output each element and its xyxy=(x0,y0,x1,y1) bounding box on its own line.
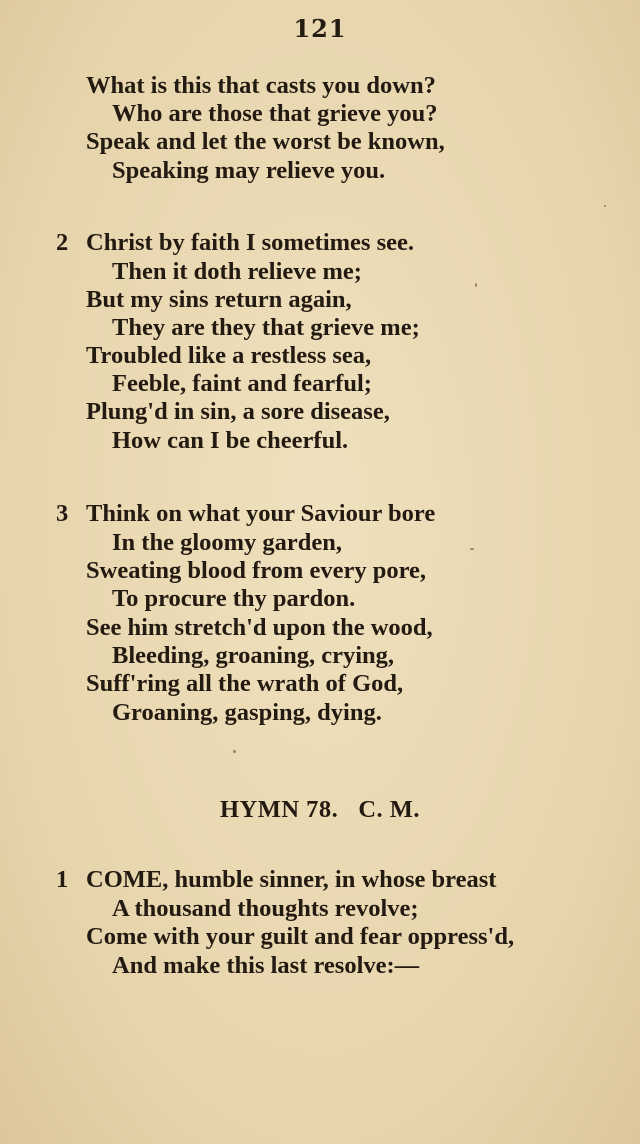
verse-line: And make this last resolve:— xyxy=(112,952,420,979)
stanza-number: 1 xyxy=(56,866,69,893)
verse-line: COME, humble sinner, in whose breast xyxy=(86,866,497,893)
verse-line: In the gloomy garden, xyxy=(112,529,343,556)
verse-line: See him stretch'd upon the wood, xyxy=(86,614,433,641)
verse-line: Groaning, gasping, dying. xyxy=(112,699,382,726)
page-number: 121 xyxy=(293,14,347,43)
verse-line: They are they that grieve me; xyxy=(112,314,420,341)
verse-line: To procure thy pardon. xyxy=(112,585,356,612)
verse-line: Then it doth relieve me; xyxy=(112,258,362,285)
verse-line: Suff'ring all the wrath of God, xyxy=(86,670,404,697)
hymn-title: HYMN 78. xyxy=(219,796,339,823)
verse-line: Who are those that grieve you? xyxy=(112,100,438,127)
hymn-meter: C. M. xyxy=(358,796,421,823)
stanza-number: 3 xyxy=(56,500,69,527)
verse-line: A thousand thoughts revolve; xyxy=(112,895,419,922)
verse-line: What is this that casts you down? xyxy=(86,72,436,99)
verse-line: Feeble, faint and fearful; xyxy=(112,370,372,397)
paper-speck xyxy=(604,205,606,207)
verse-line: Sweating blood from every pore, xyxy=(86,557,427,584)
verse-line: Troubled like a restless sea, xyxy=(86,342,372,369)
verse-line: Think on what your Saviour bore xyxy=(86,500,436,527)
verse-line: How can I be cheerful. xyxy=(112,427,349,454)
verse-line: Speak and let the worst be known, xyxy=(86,128,445,155)
verse-line: But my sins return again, xyxy=(86,286,352,313)
paper-speck xyxy=(475,283,477,287)
paper-speck xyxy=(470,548,474,550)
verse-line: Bleeding, groaning, crying, xyxy=(112,642,395,669)
verse-line: Christ by faith I sometimes see. xyxy=(86,229,414,256)
stanza-number: 2 xyxy=(56,229,69,256)
hymn-heading xyxy=(0,796,640,824)
verse-line: Plung'd in sin, a sore disease, xyxy=(86,398,390,425)
verse-line: Speaking may relieve you. xyxy=(112,157,386,184)
paper-speck xyxy=(233,750,236,753)
verse-line: Come with your guilt and fear oppress'd, xyxy=(86,923,515,950)
